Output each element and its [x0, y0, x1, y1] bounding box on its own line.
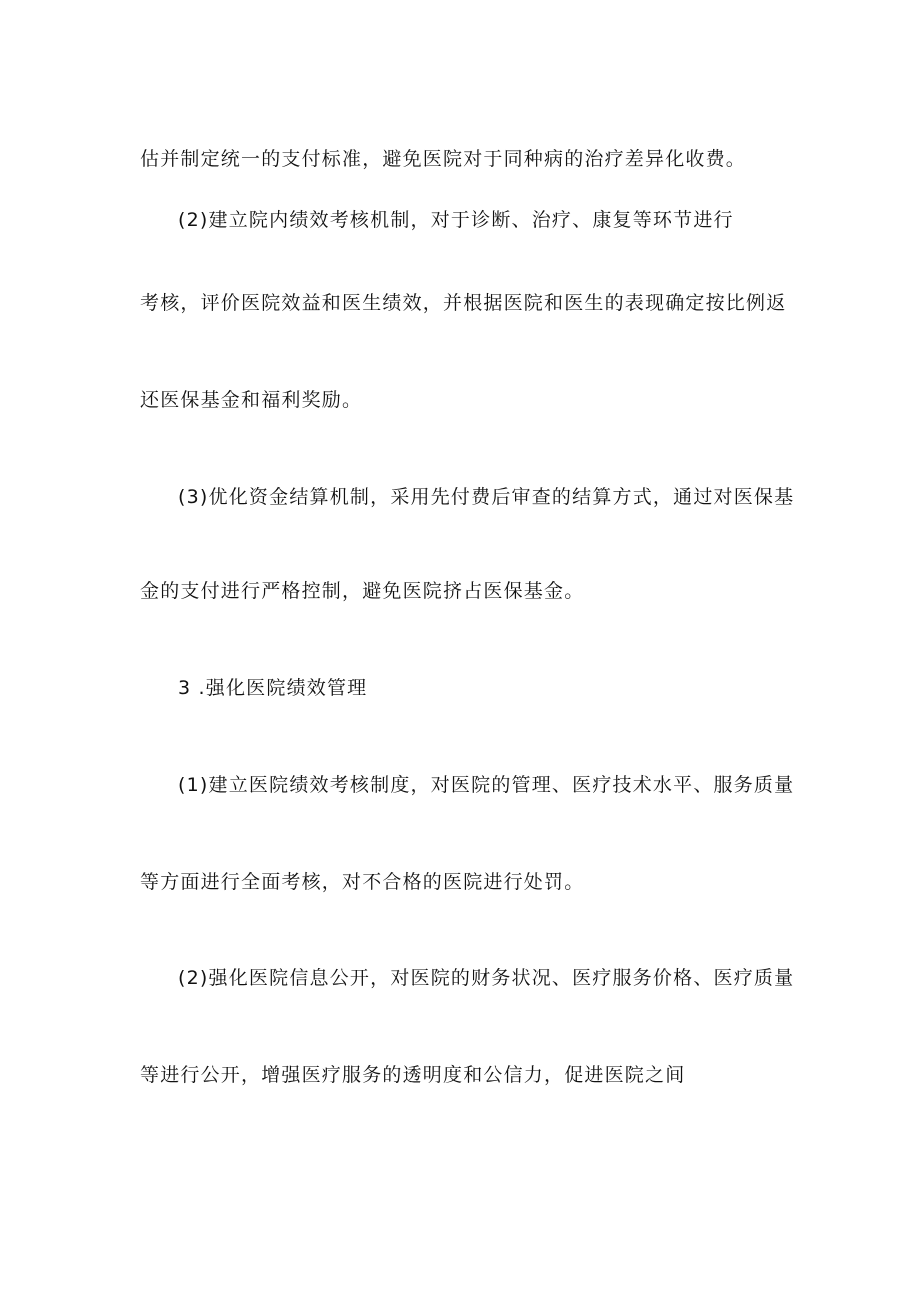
paragraph-line: 还医保基金和福利奖励。	[140, 389, 363, 411]
paragraph-line: 估并制定统一的支付标准，避免医院对于同种病的治疗差异化收费。	[140, 148, 747, 170]
paragraph-line: (3)优化资金结算机制，采用先付费后审查的结算方式，通过对医保基	[178, 486, 795, 508]
paragraph-line: 等方面进行全面考核，对不合格的医院进行处罚。	[140, 871, 585, 893]
paragraph-line: 等进行公开，增强医疗服务的透明度和公信力，促进医院之间	[140, 1064, 686, 1086]
paragraph-line: (1)建立医院绩效考核制度，对医院的管理、医疗技术水平、服务质量	[178, 774, 795, 796]
paragraph-line: 考核，评价医院效益和医生绩效，并根据医院和医生的表现确定按比例返	[140, 292, 787, 314]
paragraph-line: (2)强化医院信息公开，对医院的财务状况、医疗服务价格、医疗质量	[178, 967, 795, 989]
paragraph-line: (2)建立院内绩效考核机制，对于诊断、治疗、康复等环节进行	[178, 209, 734, 231]
section-heading: 3 .强化医院绩效管理	[178, 677, 368, 699]
paragraph-line: 金的支付进行严格控制，避免医院挤占医保基金。	[140, 580, 585, 602]
